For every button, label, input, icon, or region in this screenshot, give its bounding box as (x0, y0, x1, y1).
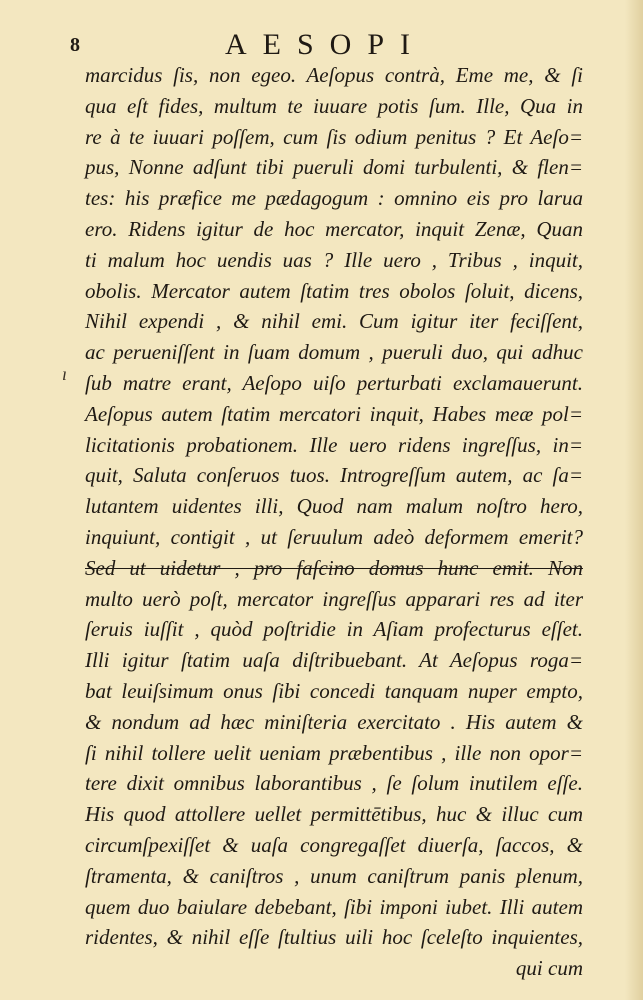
text-line-struck: Sed ut uidetur , pro faſcino domus hunc emit. Non (85, 555, 583, 580)
text-line: circumſpexiſſet & uaſa congregaſſet diuerſa, ſaccos, & (85, 832, 583, 857)
text-line: Nihil expendi , & nihil emi. Cum igitur iter feciſſent, (85, 309, 583, 334)
text-line: inquiunt, contigit , ut ſeruulum adeò deformem emerit? (85, 524, 583, 549)
text-line: ſeruis iuſſit , quòd poſtridie in Aſiam profecturus eſſet. (85, 617, 583, 642)
text-line: quem duo baiulare debebant, ſibi imponi iubet. Illi autem (85, 894, 583, 919)
text-line: & nondum ad hæc miniſteria exercitato . His autem & (85, 709, 583, 734)
text-line: tere dixit omnibus laborantibus , ſe ſolum inutilem eſſe. (85, 771, 583, 796)
text-line: ſi nihil tollere uelit ueniam præbentibus , ille non opor= (85, 740, 583, 765)
body-text (85, 60, 583, 984)
text-line: re à te iuuari poſſem, cum ſis odium penitus ? Et Aeſo= (85, 124, 583, 149)
text-line: qua eſt fides, multum te iuuare potis ſum. Ille, Qua in (85, 93, 583, 118)
text-line: ac perueniſſent in ſuam domum , pueruli duo, qui adhuc (85, 340, 583, 365)
text-line: ſtramenta, & caniſtros , unum caniſtrum panis plenum, (85, 863, 583, 888)
text-line: Illi igitur ſtatim uaſa diſtribuebant. At Aeſopus roga= (85, 648, 583, 673)
text-line: licitationis probationem. Ille uero ridens ingreſſus, in= (85, 432, 583, 457)
text-line: ſub matre erant, Aeſopo uiſo perturbati exclamauerunt. (85, 370, 583, 395)
page-number: 8 (70, 34, 80, 56)
text-line: quit, Saluta conſeruos tuos. Introgreſſum autem, ac ſa= (85, 463, 583, 488)
text-line: Aeſopus autem ſtatim mercatori inquit, Habes meæ pol= (85, 401, 583, 426)
text-line: ero. Ridens igitur de hoc mercator, inquit Zenæ, Quan (85, 216, 583, 241)
page-header (70, 28, 590, 62)
margin-mark: ı (62, 364, 68, 384)
text-line: marcidus ſis, non egeo. Aeſopus contrà, Eme me, & ſi (85, 63, 583, 87)
page-edge-shadow (625, 0, 643, 1000)
text-line: multo uerò poſt, mercator ingreſſus apparari res ad iter (85, 586, 583, 611)
text-line: lutantem uidentes illi, Quod nam malum noſtro hero, (85, 494, 583, 519)
text-line: ti malum hoc uendis uas ? Ille uero , Tribus , inquit, (85, 247, 583, 272)
text-line: pus, Nonne adſunt tibi pueruli domi turbulenti, & flen= (85, 155, 583, 180)
running-title: AESOPI (225, 28, 427, 61)
text-line: His quod attollere uellet permittētibus, huc & illuc cum (85, 802, 583, 827)
text-line: ridentes, & nihil eſſe ſtultius uili hoc ſceleſto inquientes, (85, 925, 583, 950)
text-line: bat leuiſsimum onus ſibi concedi tanquam nuper empto, (85, 678, 583, 703)
text-line: obolis. Mercator autem ſtatim tres obolos ſoluit, dicens, (85, 278, 583, 303)
catchword: qui cum (515, 956, 583, 981)
text-line: tes: his præfice me pædagogum : omnino eis pro larua (85, 186, 583, 211)
